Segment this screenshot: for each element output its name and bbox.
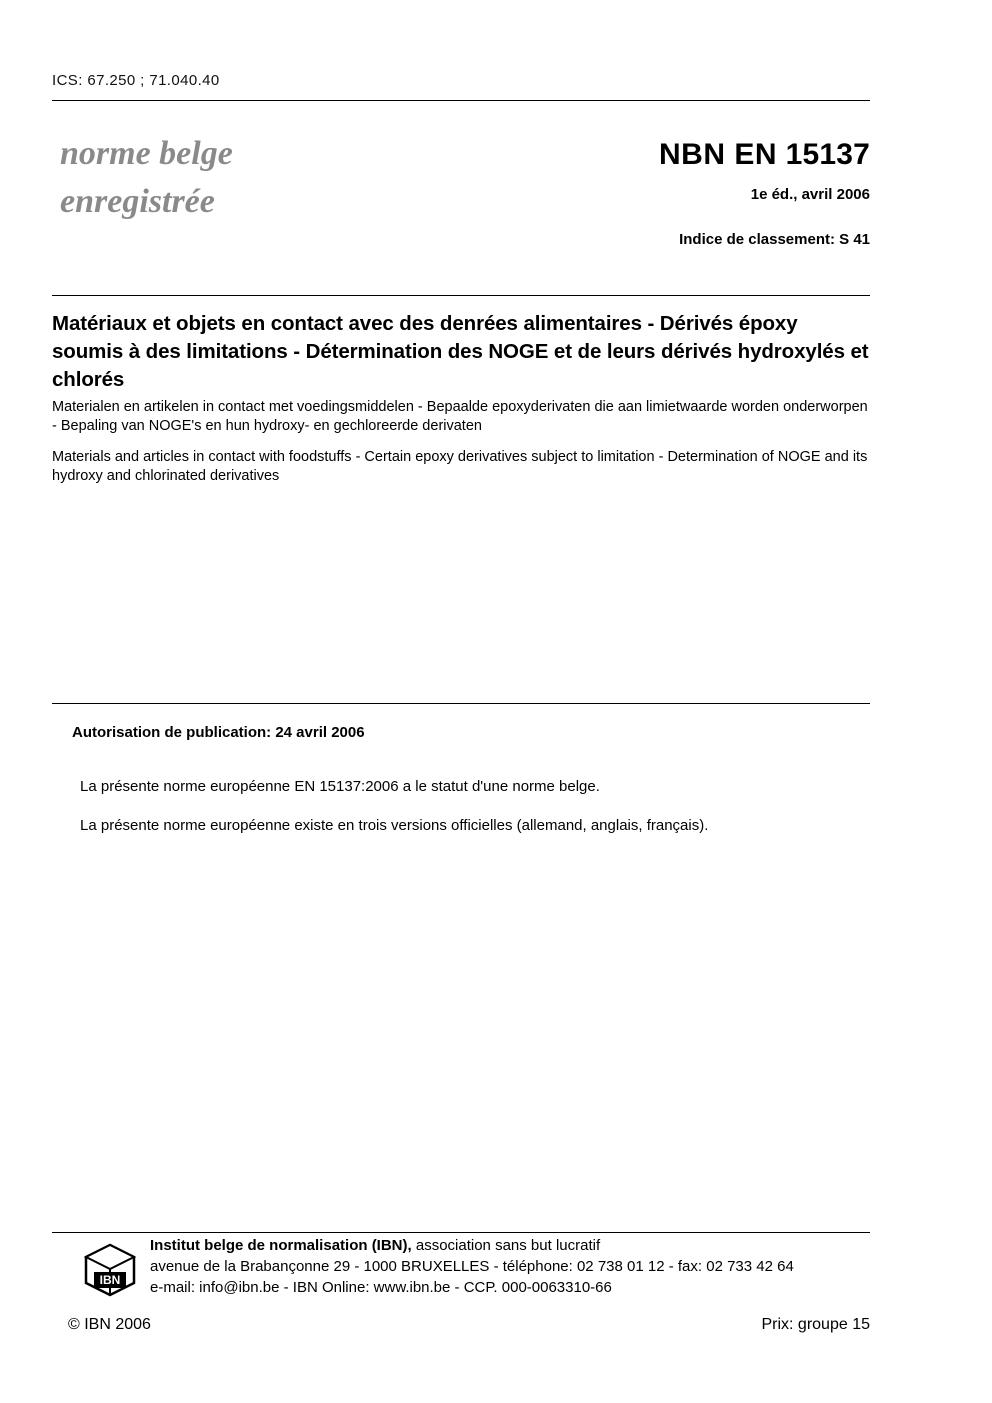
footer-org-line	[150, 1235, 910, 1256]
footer-org-suffix: association sans but lucratif	[415, 1237, 601, 1254]
authorisation-paragraph-2: La présente norme européenne existe en trois versions officielles (allemand, anglais, français).	[80, 817, 709, 834]
standard-prefix: NBN EN	[659, 138, 778, 171]
title-french: Matériaux et objets en contact avec des denrées alimentaires - Dérivés époxy soumis à des limitations - Détermination des NOGE et de leurs dérivés hydroxylés et chlorés	[52, 312, 869, 391]
brand-line-1: norme belge	[60, 135, 233, 172]
divider-footer	[52, 1232, 870, 1233]
brand-title	[60, 130, 233, 226]
authorisation-heading: Autorisation de publication: 24 avril 2006	[72, 724, 365, 741]
standard-number-value: 15137	[785, 138, 870, 171]
divider-top	[52, 100, 870, 101]
page-content	[52, 0, 870, 1403]
authorisation-paragraph-1: La présente norme européenne EN 15137:2006 a le statut d'une norme belge.	[80, 778, 600, 795]
footer-contact: e-mail: info@ibn.be - IBN Online: www.ibn.be - CCP. 000-0063310-66	[150, 1279, 612, 1296]
title-dutch: Materialen en artikelen in contact met voedingsmiddelen - Bepaalde epoxyderivaten die aan limietwaarde worden onderworpen - Bepaling van NOGE's en hun hydroxy- en gechloreerde derivaten	[52, 399, 868, 434]
copyright-notice: © IBN 2006	[68, 1316, 151, 1333]
price-group: Prix: groupe 15	[761, 1316, 870, 1333]
classification-index: Indice de classement: S 41	[679, 231, 870, 248]
svg-text:IBN: IBN	[99, 1273, 121, 1287]
divider-title	[52, 295, 870, 296]
title-english: Materials and articles in contact with foodstuffs - Certain epoxy derivatives subject to limitation - Determination of NOGE and its hydroxy and chlorinated derivatives	[52, 449, 868, 484]
footer-org-name: Institut belge de normalisation (IBN),	[150, 1237, 412, 1254]
standard-number	[659, 138, 870, 172]
divider-authorisation	[52, 703, 870, 704]
ibn-logo-icon	[82, 1242, 138, 1298]
ics-line: ICS: 67.250 ; 71.040.40	[52, 72, 220, 89]
edition-info: 1e éd., avril 2006	[750, 186, 870, 203]
footer-address: avenue de la Brabançonne 29 - 1000 BRUXELLES - téléphone: 02 738 01 12 - fax: 02 733 42 64	[150, 1258, 794, 1275]
footer-organisation-info	[150, 1235, 910, 1298]
brand-line-2: enregistrée	[60, 183, 215, 220]
